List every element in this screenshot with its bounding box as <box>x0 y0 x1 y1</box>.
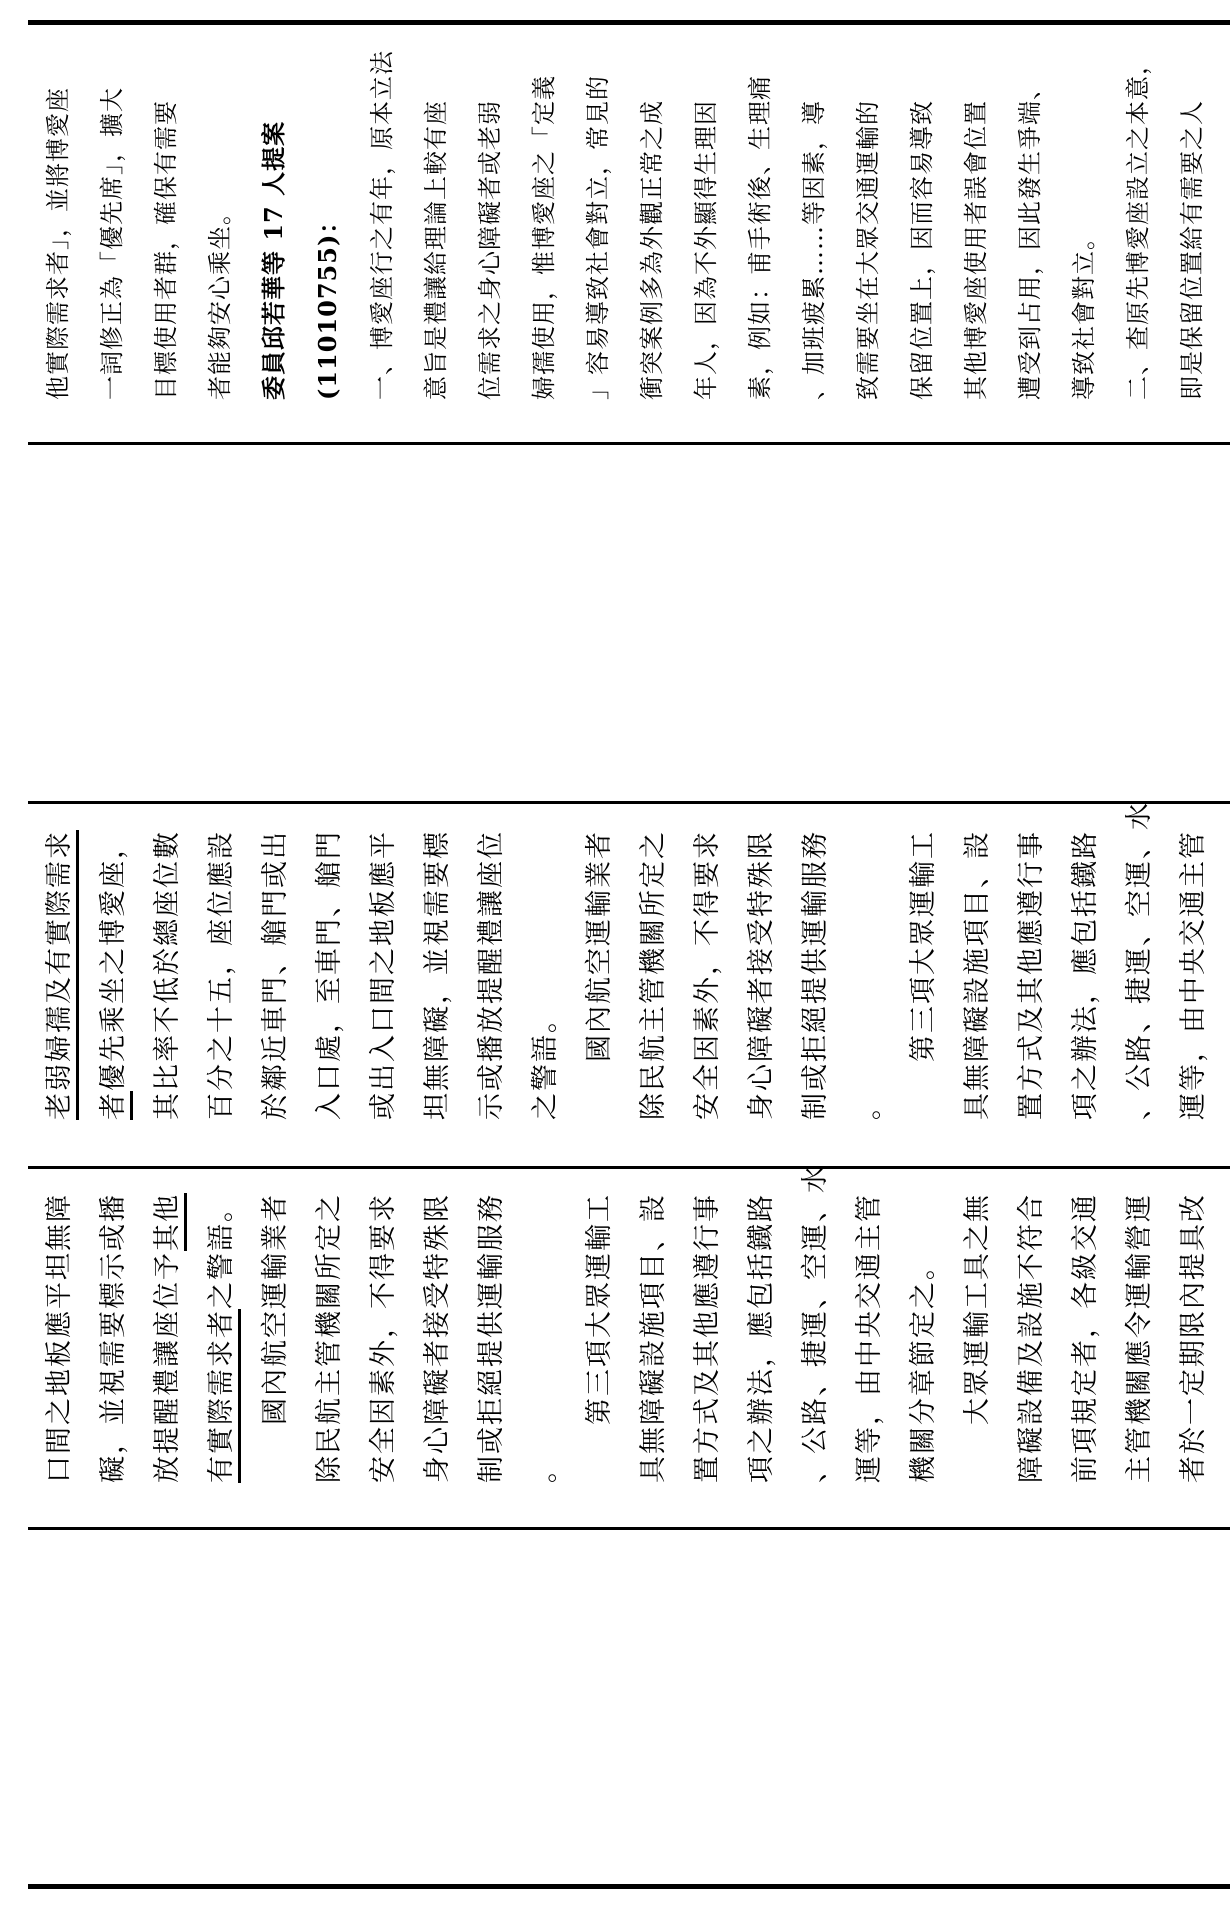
text-line <box>43 18 97 400</box>
text-run: 導致社會對立。 <box>1070 225 1098 400</box>
text-line <box>907 18 961 400</box>
text-line <box>151 808 205 1120</box>
text-run: 身心障礙者接受特殊限 <box>422 1193 453 1483</box>
text-line <box>151 18 205 400</box>
text-line <box>637 808 691 1120</box>
text-line <box>367 1171 421 1483</box>
table-cell-amended-text <box>43 801 1230 1120</box>
text-line <box>1015 18 1069 400</box>
text-run: 國內航空運輸業者 <box>260 1193 291 1483</box>
text-run: 一、博愛座行之有年，原本立法 <box>368 50 396 400</box>
text-run: 百分之十五，座位應設 <box>206 830 237 1120</box>
text-line <box>799 18 853 400</box>
text-run: 、加班疲累……等因素，導 <box>800 100 828 400</box>
text-line <box>313 808 367 1120</box>
text-line <box>475 18 529 400</box>
text-line <box>313 1171 367 1483</box>
text-line <box>1015 808 1069 1120</box>
text-line <box>1177 808 1230 1120</box>
underlined-text-run: 老弱婦孺及有實際需求 <box>44 830 79 1120</box>
text-run: 委員邱若華等 17 人提案 <box>259 120 288 400</box>
text-line <box>529 18 583 400</box>
text-run: 一詞修正為「優先席」，擴大 <box>98 87 126 400</box>
text-run: 除民航主管機關所定之 <box>638 830 669 1120</box>
text-line <box>43 1171 97 1483</box>
text-run: 。 <box>854 1091 885 1120</box>
text-line <box>907 1171 961 1483</box>
text-run: 主管機關應令運輸營運 <box>1124 1193 1155 1483</box>
text-run: 障礙設備及設施不符合 <box>1016 1193 1047 1483</box>
text-run: 者能夠安心乘坐。 <box>206 200 234 400</box>
text-line <box>259 18 313 400</box>
table-rule-c <box>28 1166 1230 1169</box>
text-line <box>637 18 691 400</box>
text-run: 前項規定者，各級交通 <box>1070 1193 1101 1483</box>
text-run: 之警語。 <box>206 1193 237 1309</box>
text-run: 具無障礙設施項目、設 <box>638 1193 669 1483</box>
text-run: 素，例如：甫手術後、生理痛 <box>746 75 774 400</box>
text-line <box>637 1171 691 1483</box>
text-run: 第三項大眾運輸工 <box>584 1193 615 1483</box>
text-line <box>367 808 421 1120</box>
text-line <box>691 808 745 1120</box>
text-line <box>799 1164 853 1483</box>
text-run: 於鄰近車門、艙門或出 <box>260 830 291 1120</box>
text-line <box>259 808 313 1120</box>
underlined-text-run: 有實際需求者 <box>206 1309 241 1483</box>
text-line <box>205 18 259 400</box>
text-line <box>583 808 637 1120</box>
text-run: 即是保留位置給有需要之人 <box>1178 100 1206 400</box>
text-run: 礙，並視需要標示或播 <box>98 1193 129 1483</box>
text-run: 放提醒禮讓座位予 <box>152 1251 183 1483</box>
table-rule-outer-left <box>28 1884 1230 1889</box>
text-run: 致需要坐在大眾交通運輸的 <box>854 100 882 400</box>
text-line <box>745 18 799 400</box>
text-run: 大眾運輸工具之無 <box>962 1193 993 1483</box>
table-rule-a <box>28 442 1230 445</box>
table-cell-remarks <box>43 18 1230 400</box>
text-run: 其他博愛座使用者誤會位置 <box>962 100 990 400</box>
text-run: 。 <box>530 1454 561 1483</box>
text-run: 制或拒絕提供運輸服務 <box>476 1193 507 1483</box>
text-line <box>1123 18 1177 400</box>
text-run: 衝突案例多為外觀正常之成 <box>638 100 666 400</box>
text-run: 者於一定期限內提具改 <box>1178 1193 1209 1483</box>
underlined-text-run: 者 <box>98 1091 133 1120</box>
text-line <box>97 808 151 1120</box>
text-run: 置方式及其他應遵行事 <box>692 1193 723 1483</box>
underlined-text-run: 其他 <box>152 1193 187 1251</box>
table-rule-b <box>28 801 1230 804</box>
text-line <box>529 808 583 1120</box>
text-line <box>853 1171 907 1483</box>
text-run: 除民航主管機關所定之 <box>314 1193 345 1483</box>
text-run: 安全因素外，不得要求 <box>368 1193 399 1483</box>
text-run: 口間之地板應平坦無障 <box>44 1193 75 1483</box>
text-line <box>853 18 907 400</box>
text-line <box>421 1171 475 1483</box>
text-run: 坦無障礙，並視需要標 <box>422 830 453 1120</box>
text-run: 遭受到占用，因此發生爭端、 <box>1016 75 1044 400</box>
text-run: 」容易導致社會對立，常見的 <box>584 75 612 400</box>
text-line <box>1069 1171 1123 1483</box>
text-line <box>1177 18 1230 400</box>
text-line <box>1015 1171 1069 1483</box>
text-line <box>1123 801 1177 1120</box>
table-cell-current-text <box>43 1164 1230 1483</box>
text-line <box>205 1171 259 1483</box>
text-line <box>745 808 799 1120</box>
text-line <box>97 18 151 400</box>
text-run: 優先乘坐之博愛座， <box>98 830 129 1091</box>
text-line <box>151 1171 205 1483</box>
text-line <box>475 1171 529 1483</box>
text-run: (11010755)： <box>313 208 342 400</box>
text-line <box>907 808 961 1120</box>
text-line <box>97 1171 151 1483</box>
text-run: 項之辦法，應包括鐵路 <box>1070 830 1101 1120</box>
text-run: 項之辦法，應包括鐵路 <box>746 1193 777 1483</box>
text-line <box>745 1171 799 1483</box>
text-run: 婦孺使用，惟博愛座之「定義 <box>530 75 558 400</box>
text-run: 身心障礙者接受特殊限 <box>746 830 777 1120</box>
text-run: 機關分章節定之。 <box>908 1251 939 1483</box>
text-run: 位需求之身心障礙者或老弱 <box>476 100 504 400</box>
text-run: 運等，由中央交通主管 <box>854 1193 885 1483</box>
text-line <box>799 808 853 1120</box>
text-run: 二、查原先博愛座設立之本意， <box>1124 50 1152 400</box>
text-line <box>691 1171 745 1483</box>
text-run: 年人，因為不外顯得生理因 <box>692 100 720 400</box>
text-run: 保留位置上，因而容易導致 <box>908 100 936 400</box>
text-run: 或出入口間之地板應平 <box>368 830 399 1120</box>
text-line <box>961 18 1015 400</box>
text-line <box>475 808 529 1120</box>
text-run: 第三項大眾運輸工 <box>908 830 939 1120</box>
text-line <box>1123 1171 1177 1483</box>
text-run: 、公路、捷運、空運、水 <box>800 1164 831 1483</box>
text-line <box>43 808 97 1120</box>
text-run: 安全因素外，不得要求 <box>692 830 723 1120</box>
text-line <box>961 1171 1015 1483</box>
text-line <box>691 18 745 400</box>
text-run: 運等，由中央交通主管 <box>1178 830 1209 1120</box>
text-run: 入口處，至車門、艙門 <box>314 830 345 1120</box>
text-run: 其比率不低於總座位數 <box>152 830 183 1120</box>
text-line <box>961 808 1015 1120</box>
text-line <box>1177 1171 1230 1483</box>
text-line <box>853 808 907 1120</box>
text-run: 意旨是禮讓給理論上較有座 <box>422 100 450 400</box>
table-rule-d <box>28 1527 1230 1530</box>
text-line <box>421 808 475 1120</box>
text-line <box>1069 808 1123 1120</box>
text-run: 制或拒絕提供運輸服務 <box>800 830 831 1120</box>
text-line <box>583 18 637 400</box>
text-line <box>313 18 367 400</box>
text-run: 國內航空運輸業者 <box>584 830 615 1120</box>
text-run: 之警語。 <box>530 1004 561 1120</box>
text-run: 具無障礙設施項目、設 <box>962 830 993 1120</box>
text-line <box>583 1171 637 1483</box>
text-line <box>259 1171 313 1483</box>
text-line <box>205 808 259 1120</box>
text-line <box>367 18 421 400</box>
text-run: 目標使用者群，確保有需要 <box>152 100 180 400</box>
text-line <box>421 18 475 400</box>
text-line <box>1069 18 1123 400</box>
text-line <box>529 1171 583 1483</box>
text-run: 置方式及其他應遵行事 <box>1016 830 1047 1120</box>
text-run: 他實際需求者」，並將博愛座 <box>44 87 72 400</box>
text-run: 示或播放提醒禮讓座位 <box>476 830 507 1120</box>
text-run: 、公路、捷運、空運、水 <box>1124 801 1155 1120</box>
